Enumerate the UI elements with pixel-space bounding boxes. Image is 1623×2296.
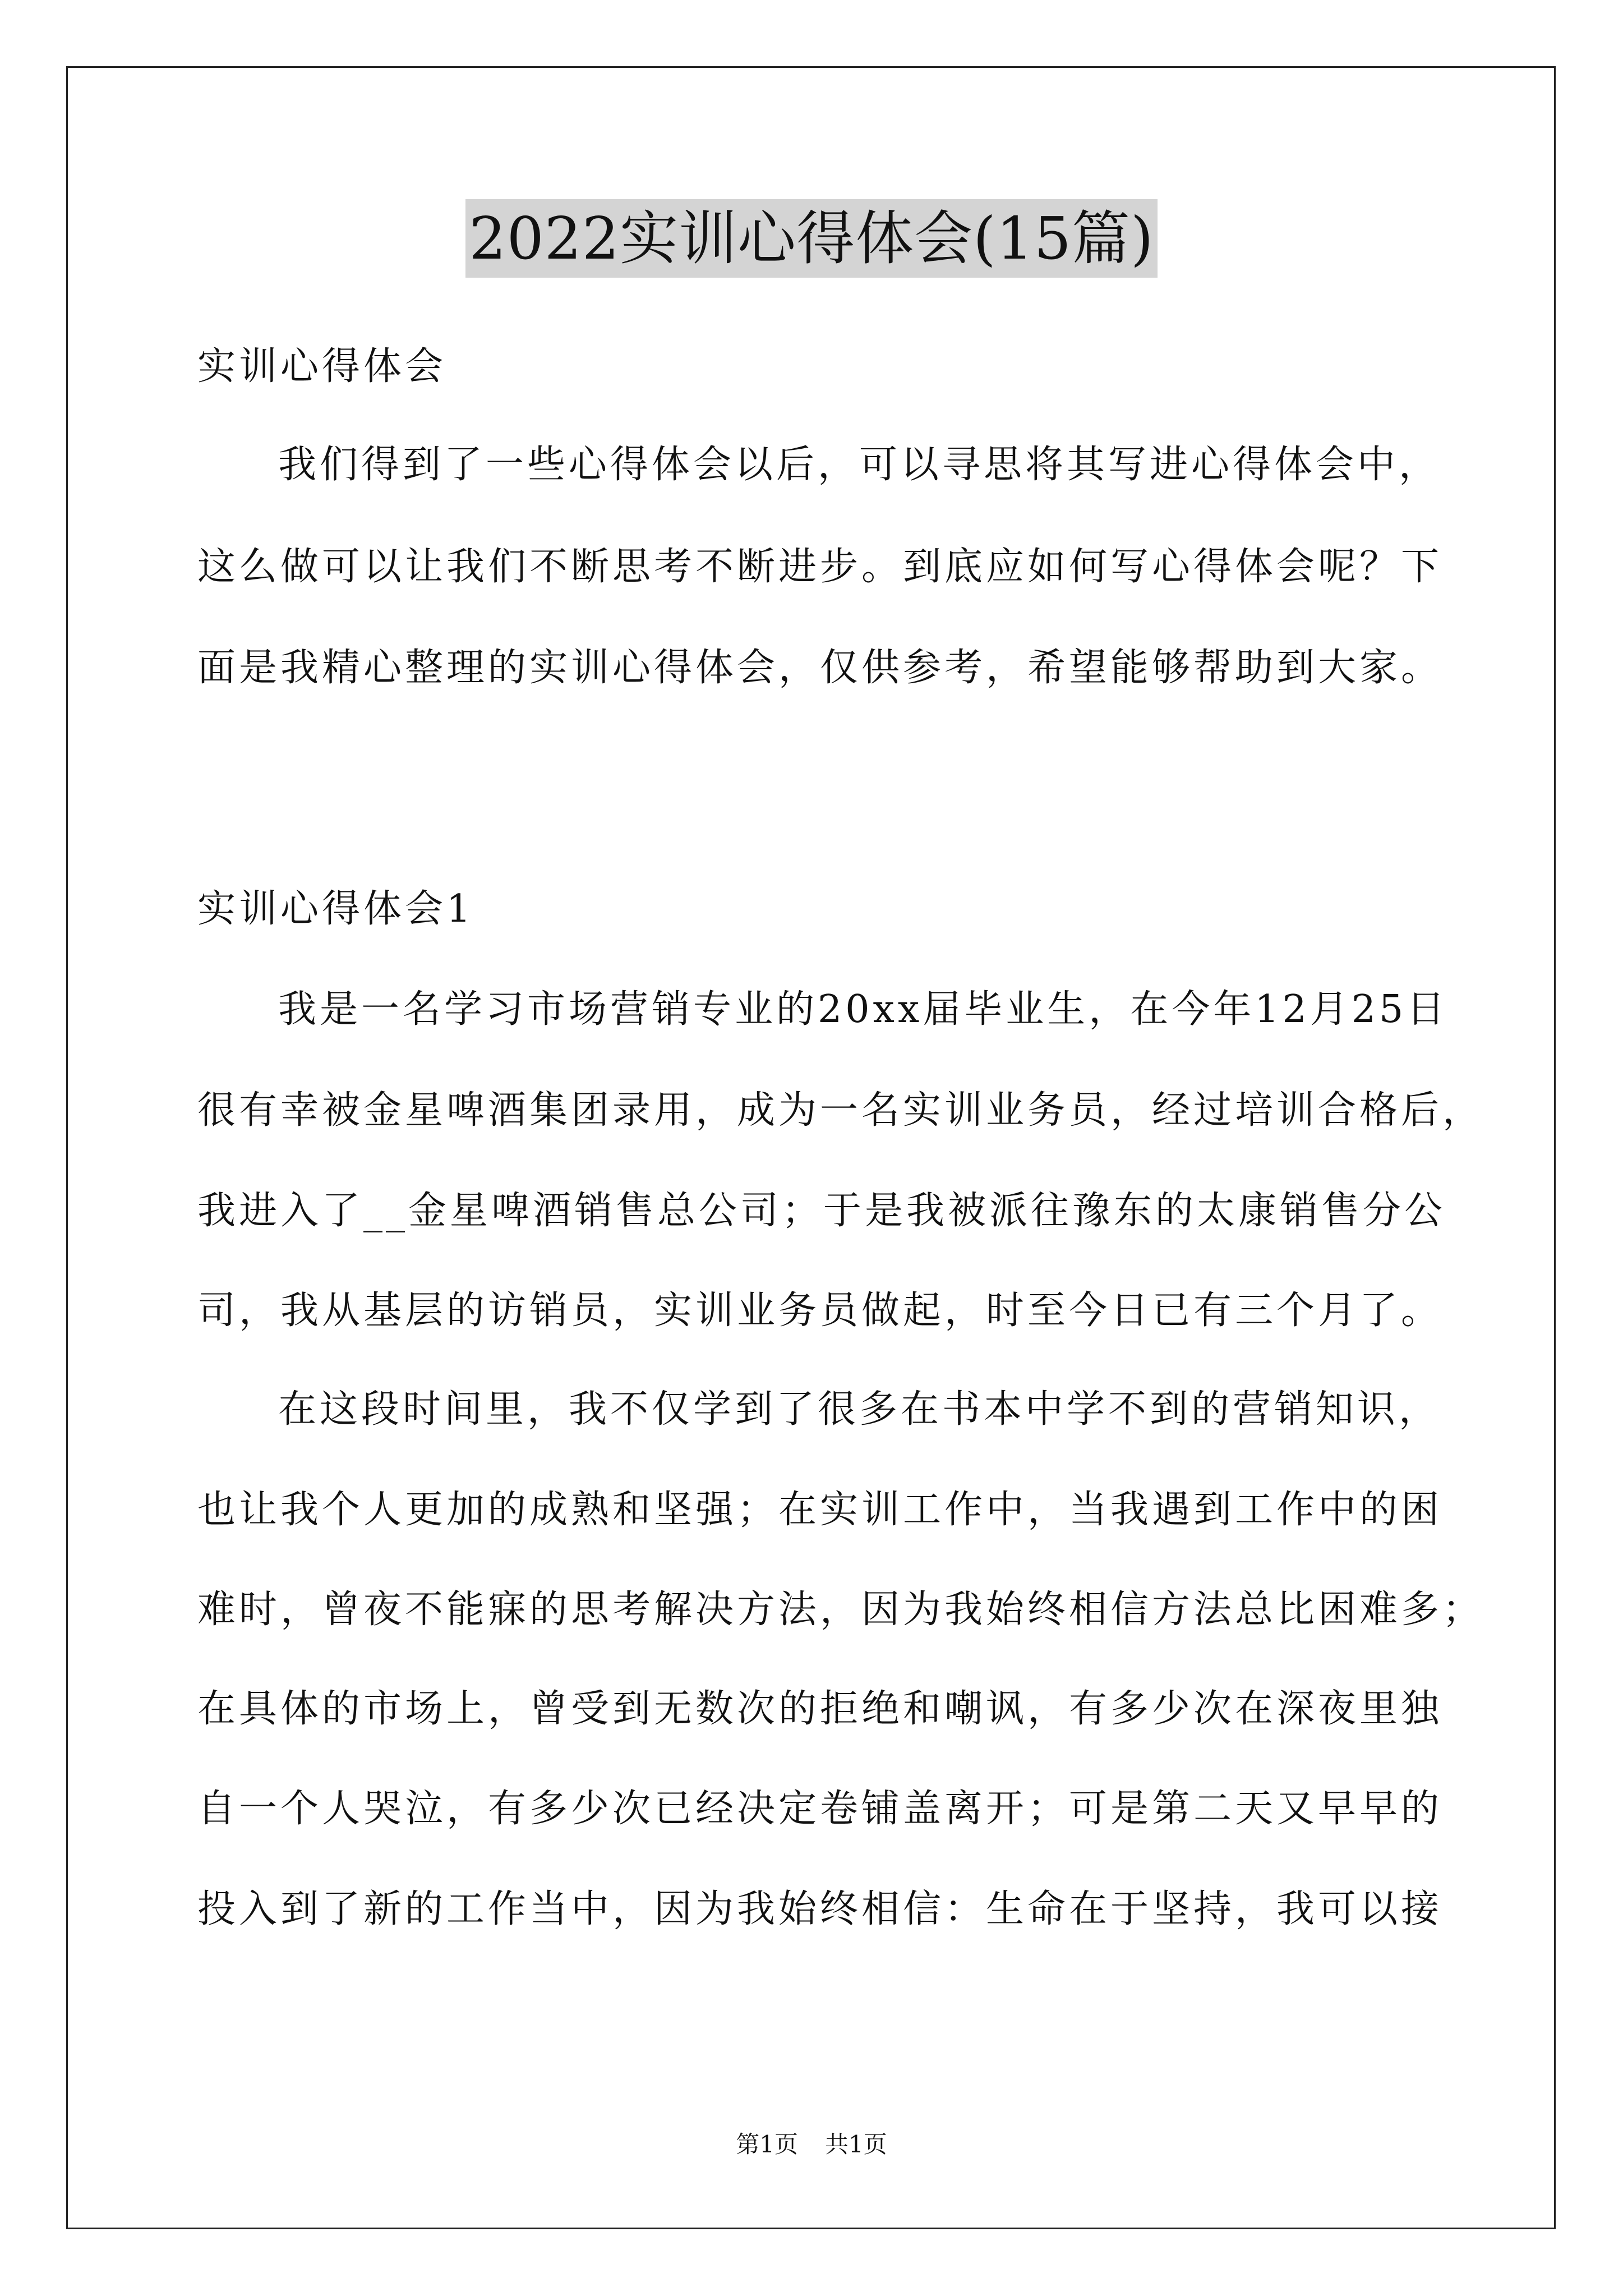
intro-heading: 实训心得体会 (197, 344, 447, 389)
section1-para2-line-2: 也让我个人更加的成熟和坚强；在实训工作中，当我遇到工作中的困 (197, 1488, 1443, 1532)
section1-para2-line-5: 自一个人哭泣，有多少次已经决定卷铺盖离开；可是第二天又早早的 (197, 1787, 1443, 1831)
section1-para1-line-1: 我是一名学习市场营销专业的20xx届毕业生，在今年12月25日 (278, 987, 1449, 1032)
intro-line-1: 我们得到了一些心得体会以后，可以寻思将其写进心得体会中， (278, 443, 1441, 487)
intro-line-2: 这么做可以让我们不断思考不断进步。到底应如何写心得体会呢？下 (197, 545, 1443, 589)
section1-para1-line-4: 司，我从基层的访销员，实训业务员做起，时至今日已有三个月了。 (197, 1289, 1443, 1333)
page-footer (0, 2129, 1623, 2160)
page-number-current: 第1页 (736, 2131, 798, 2158)
title-container (0, 199, 1623, 278)
section1-para2-line-1: 在这段时间里，我不仅学到了很多在书本中学不到的营销知识， (278, 1387, 1441, 1432)
intro-line-3: 面是我精心整理的实训心得体会，仅供参考，希望能够帮助到大家。 (197, 646, 1443, 690)
section1-para1-line-3: 我进入了__金星啤酒销售总公司；于是我被派往豫东的太康销售分公 (197, 1189, 1446, 1233)
document-title: 2022实训心得体会(15篇) (465, 199, 1157, 278)
section1-para2-line-6: 投入到了新的工作当中，因为我始终相信：生命在于坚持，我可以接 (197, 1887, 1443, 1931)
page-number-total: 共1页 (825, 2131, 887, 2158)
section1-para1-line-2: 很有幸被金星啤酒集团录用，成为一名实训业务员，经过培训合格后， (197, 1088, 1484, 1133)
section1-heading: 实训心得体会1 (197, 887, 474, 931)
section1-para2-line-3: 难时，曾夜不能寐的思考解决方法，因为我始终相信方法总比困难多； (197, 1588, 1484, 1632)
section1-para2-line-4: 在具体的市场上，曾受到无数次的拒绝和嘲讽，有多少次在深夜里独 (197, 1687, 1443, 1731)
